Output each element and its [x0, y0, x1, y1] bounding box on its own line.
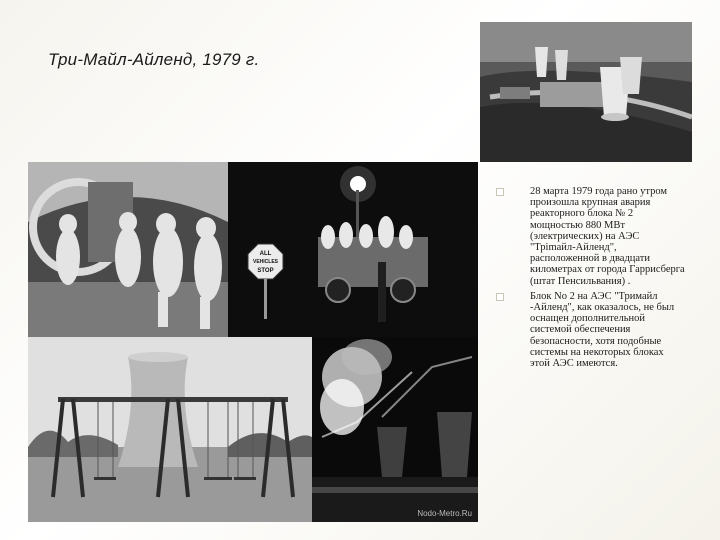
watermark: Nodo-Metro.Ru	[417, 509, 472, 518]
bullet-marker-icon	[496, 293, 504, 301]
night-plant-steam-photo	[312, 337, 478, 522]
bullet-marker-icon	[496, 188, 504, 196]
bullet-list	[496, 186, 686, 373]
stop-sign-line-1: ALL	[259, 251, 272, 257]
bullet-item	[496, 291, 686, 369]
night-vehicle-photo	[228, 162, 478, 337]
bullet-text: Блок No 2 на АЭС "Тримайл -Айленд", как оказалось, не был оснащен дополнительной системой обеспечения безопасности, хотя подобные системы на некоторых блоках этой АЭС имеются.	[530, 290, 675, 370]
stop-sign-line-3: STOP	[257, 268, 274, 274]
stop-sign-line-2: VEHICLES	[252, 259, 279, 265]
slide-title: Три-Майл-Айленд, 1979 г.	[48, 50, 260, 69]
bullet-item	[496, 186, 686, 287]
workers-protective-suits-photo	[28, 162, 228, 337]
playground-cooling-tower-photo	[28, 337, 312, 522]
plant-aerial-photo	[480, 22, 692, 162]
bullet-text: 28 марта 1979 года рано утром произошла крупная авария реакторного блока № 2 мощностью 880 МВт (электрических) на АЭС "Трimайл-Айленд", расположенной в двадцати километрах от города Гаррисберга (штат Пенсильвания) .	[530, 186, 685, 287]
